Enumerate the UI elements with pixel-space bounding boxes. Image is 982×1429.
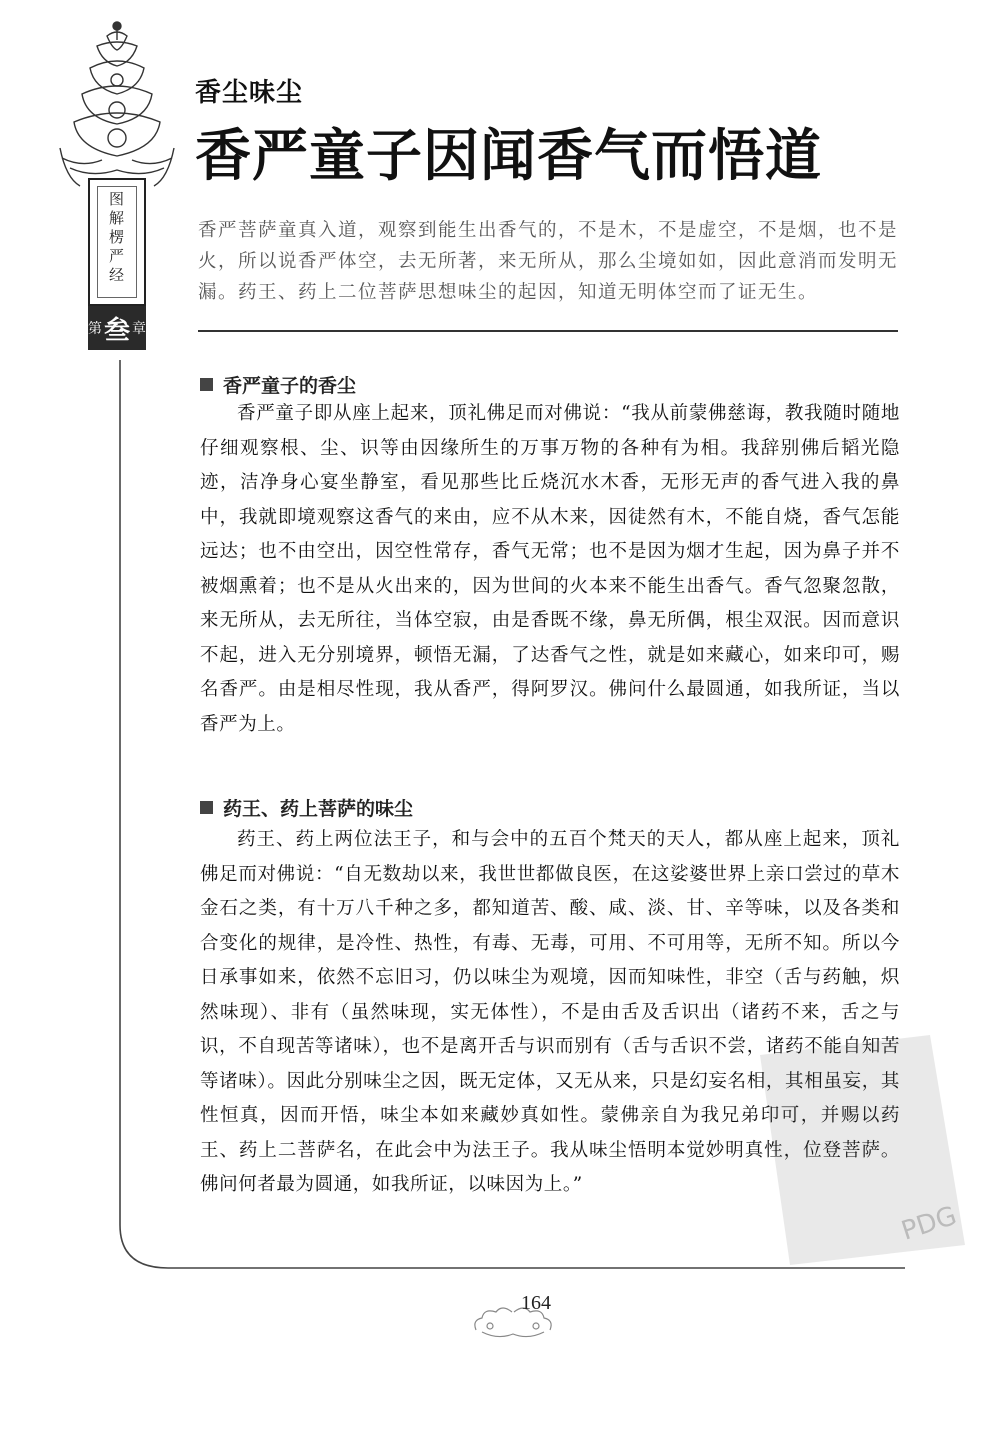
section-title <box>200 371 356 398</box>
header-divider <box>198 330 898 332</box>
chapter-number: 叁 <box>104 315 131 346</box>
section-body: 香严童子即从座上起来，顶礼佛足而对佛说：“我从前蒙佛慈诲，教我随时随地仔细观察根、尘、识等由因缘所生的万事万物的各种有为相。我辞别佛后韬光隐迹，洁净身心宴坐静室，看见那些比丘烧沉水木香，无形无声的香气进入我的鼻中，我就即境观察这香气的来由，应不从木来，因徒然有木，不能自烧，香气怎能远达；也不由空出，因空性常存，香气无常；也不是因为烟才生起，因为鼻子并不被烟熏着；也不是从火出来的，因为世间的火本来不能生出香气。香气忽聚忽散，来无所从，去无所往，当体空寂，由是香既不缘，鼻无所偶，根尘双泯。因而意识不起，进入无分别境界，顿悟无漏，了达香气之性，就是如来藏心，如来印可，赐名香严。由是相尽性现，我从香严，得阿罗汉。佛问什么最圆通，如我所证，当以香严为上。 <box>200 403 900 735</box>
square-bullet-icon <box>200 378 213 391</box>
chapter-prefix: 第 <box>88 321 102 337</box>
section-body: 药王、药上两位法王子，和与会中的五百个梵天的天人，都从座上起来，顶礼佛足而对佛说：“自无数劫以来，我世世都做良医，在这娑婆世界上亲口尝过的草木金石之类，有十万八千种之多，都知道苦、酸、咸、淡、甘、辛等味，以及各类和合变化的规律，是冷性、热性，有毒、无毒，可用、不可用等，无所不知。所以今日承事如来，依然不忘旧习，仍以味尘为观境，因而知味性，非空（舌与药触，炽然味现）、非有（虽然味现，实无体性），不是由舌及舌识出（诸药不来，舌之与识，不自现苦等诸味），也不是离开舌与识而别有（舌与舌识不尝，诸药不能自知苦等诸味）。因此分别味尘之因，既无定体，又无从来，只是幻妄名相，其相虽妄，其性恒真，因而开悟，味尘本如来藏妙真如性。蒙佛亲自为我兄弟印可，并赐以药王、药上二菩萨名，在此会中为法王子。我从味尘悟明本觉妙明真性，位登菩萨。佛问何者最为圆通，如我所证，以味因为上。” <box>200 829 900 1195</box>
section-title-text: 香严童子的香尘 <box>223 375 357 397</box>
page-number: 164 <box>521 1292 551 1314</box>
side-tab-frame <box>88 178 146 306</box>
chapter-badge <box>88 306 146 350</box>
section-title <box>200 794 413 821</box>
chapter-suffix: 章 <box>132 321 147 337</box>
square-bullet-icon <box>200 801 213 814</box>
book-title: 图解楞严经 <box>107 191 125 286</box>
chapter-side-tab <box>88 178 146 360</box>
watermark-text: PDG <box>897 1200 961 1247</box>
kicker-title: 香尘味尘 <box>195 78 304 108</box>
intro-paragraph: 香严菩萨童真入道，观察到能生出香气的，不是木，不是虚空，不是烟，也不是火，所以说香严体空，去无所著，来无所从，那么尘境如如，因此意消而发明无漏。药王、药上二位菩萨思想味尘的起因，知道无明体空而了证无生。 <box>198 220 899 303</box>
section-title-text: 药王、药上菩萨的味尘 <box>223 798 414 820</box>
lotus-ornament-icon <box>52 18 182 193</box>
page-title: 香严童子因闻香气而悟道 <box>195 123 822 189</box>
side-tab-inner <box>97 186 137 298</box>
